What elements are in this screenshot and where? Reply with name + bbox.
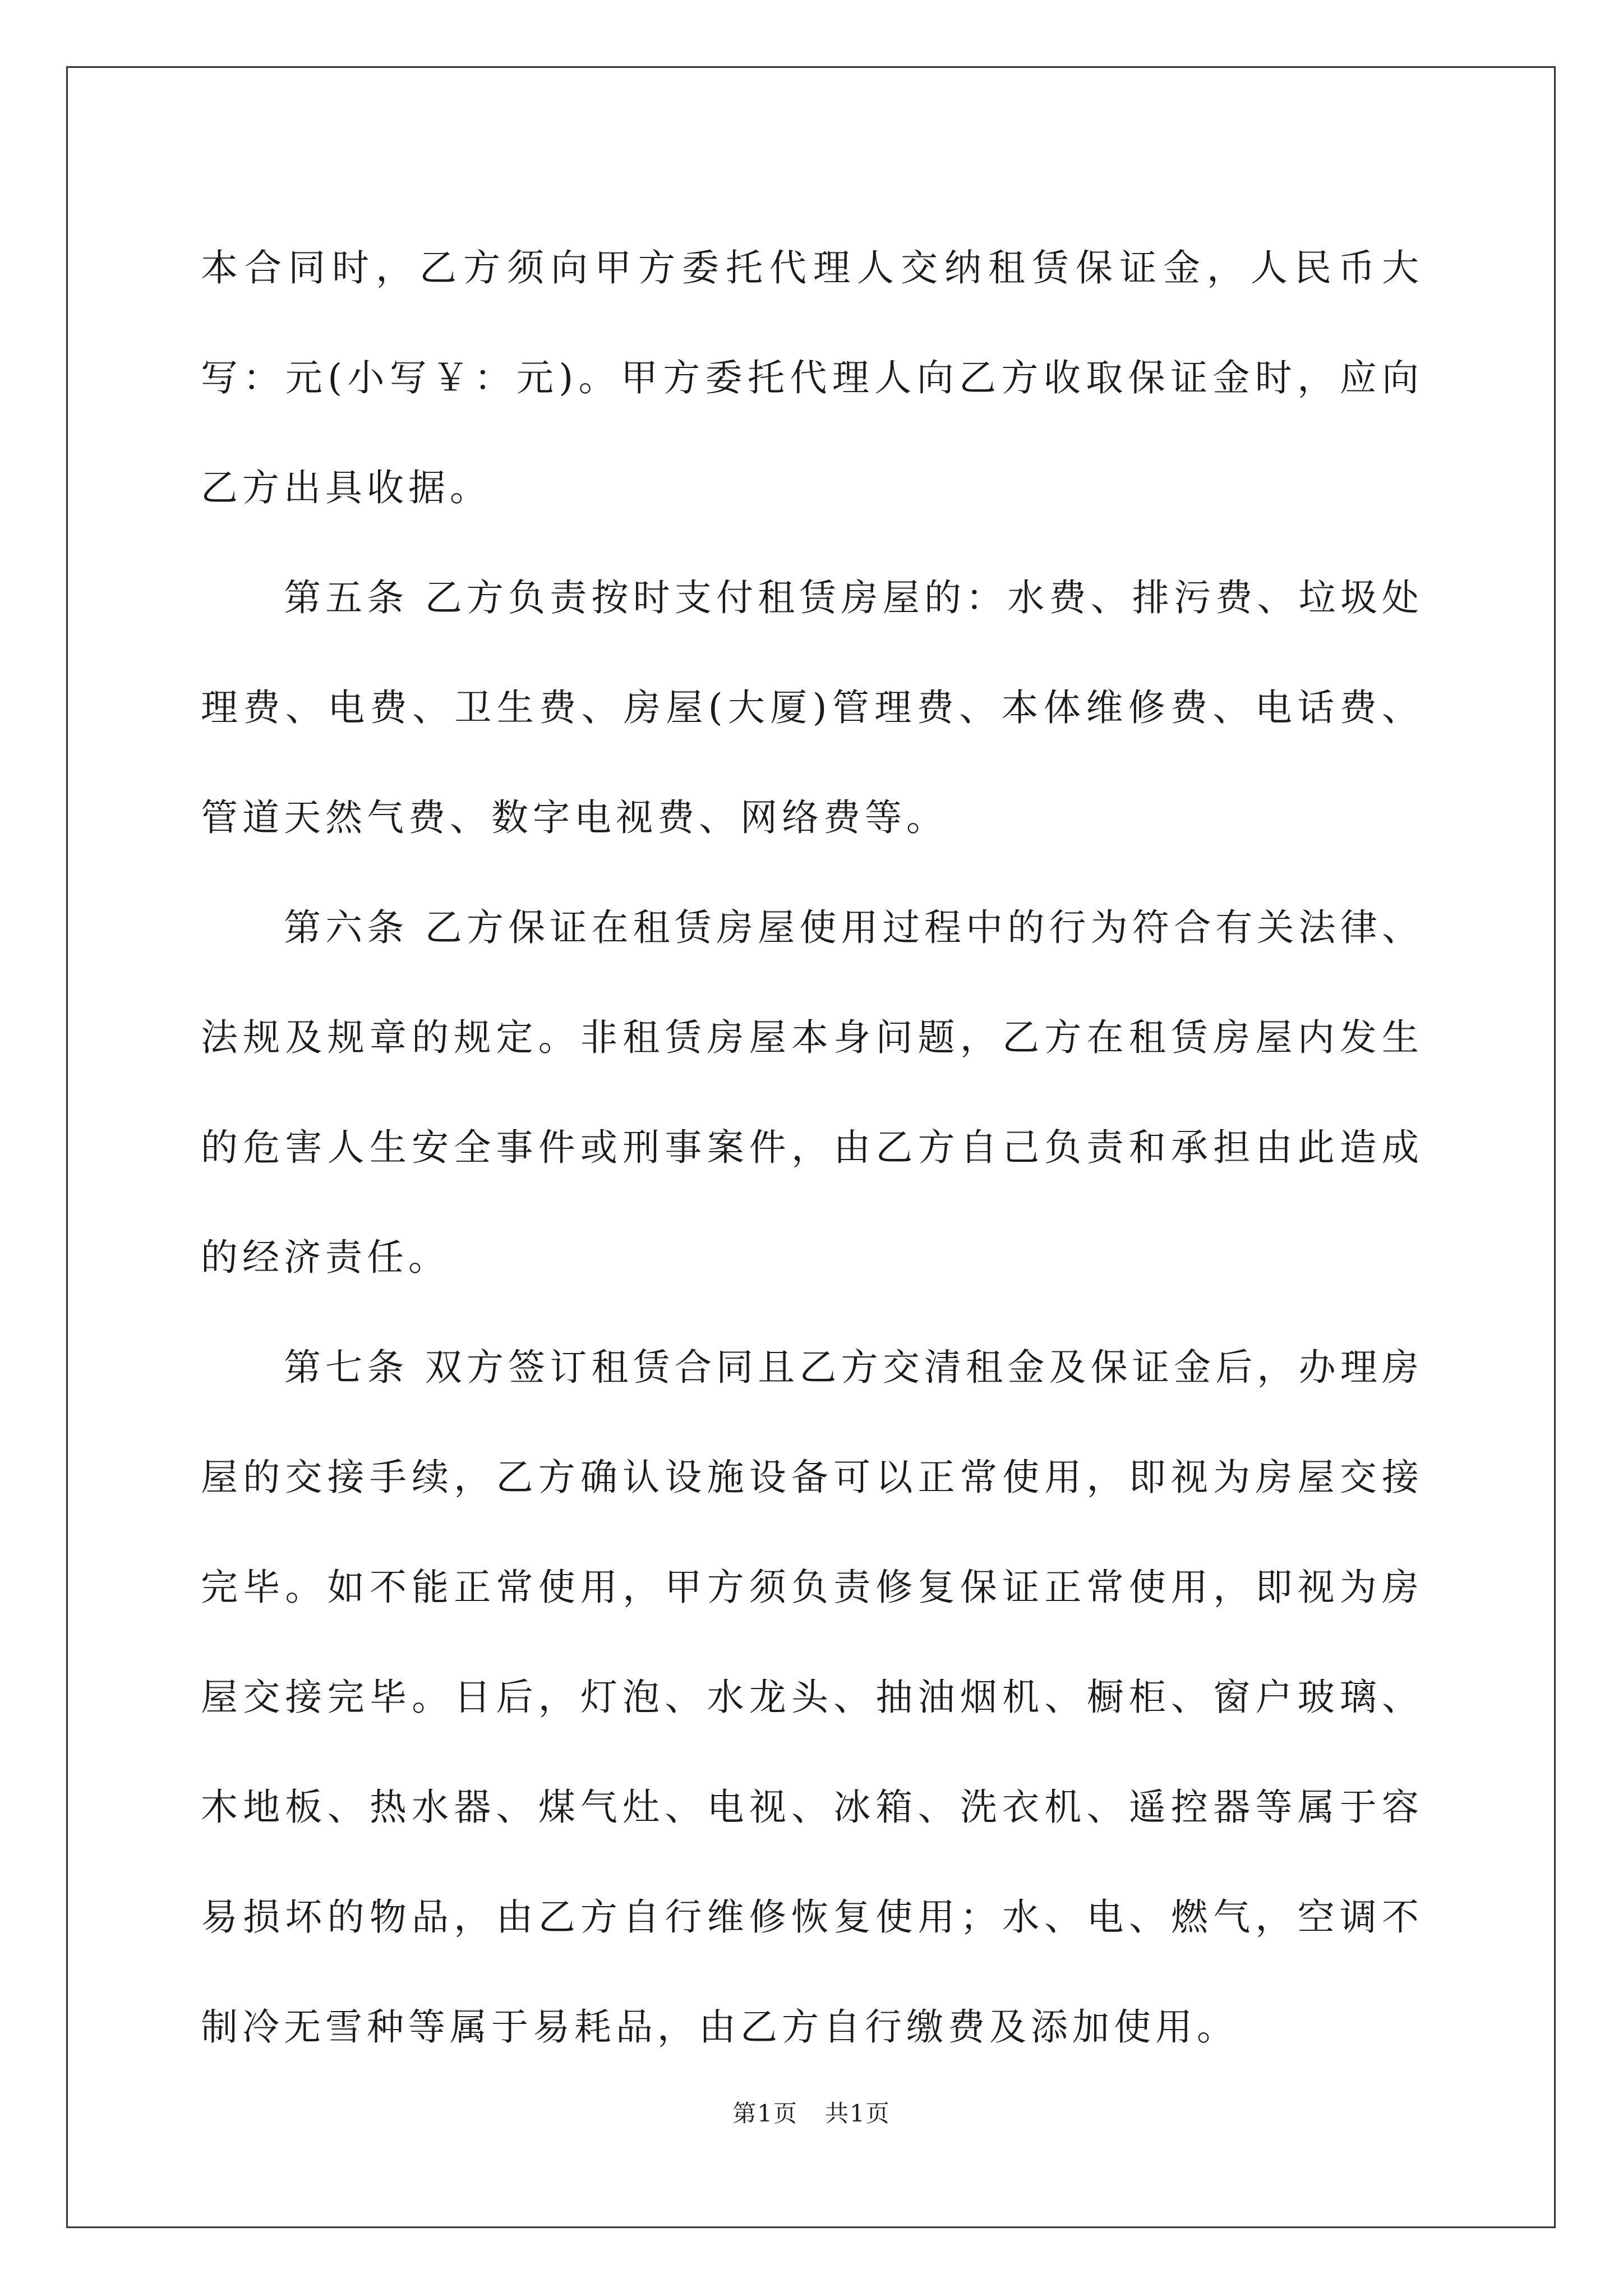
paragraph-article-5: 第五条 乙方负责按时支付租赁房屋的：水费、排污费、垃圾处理费、电费、卫生费、房屋(大厦)管理费、本体维修费、电话费、管道天然气费、数字电视费、网络费等。	[201, 576, 1423, 839]
page-number: 第1页	[732, 2100, 798, 2127]
page-total: 共1页	[825, 2100, 891, 2127]
paragraph-deposit: 本合同时，乙方须向甲方委托代理人交纳租赁保证金，人民币大写：元(小写￥：元)。甲方委托代理人向乙方收取保证金时，应向乙方出具收据。	[201, 246, 1423, 509]
page-footer	[0, 2097, 1623, 2131]
paragraph-article-7: 第七条 双方签订租赁合同且乙方交清租金及保证金后，办理房屋的交接手续，乙方确认设施设备可以正常使用，即视为房屋交接完毕。如不能正常使用，甲方须负责修复保证正常使用，即视为房屋交接完毕。日后，灯泡、水龙头、抽油烟机、橱柜、窗户玻璃、木地板、热水器、煤气灶、电视、冰箱、洗衣机、遥控器等属于容易损坏的物品，由乙方自行维修恢复使用；水、电、燃气，空调不制冷无雪种等属于易耗品，由乙方自行缴费及添加使用。	[201, 1346, 1423, 2049]
document-body	[201, 213, 1423, 2082]
paragraph-article-6: 第六条 乙方保证在租赁房屋使用过程中的行为符合有关法律、法规及规章的规定。非租赁房屋本身问题，乙方在租赁房屋内发生的危害人生安全事件或刑事案件，由乙方自己负责和承担由此造成的经济责任。	[201, 906, 1423, 1279]
